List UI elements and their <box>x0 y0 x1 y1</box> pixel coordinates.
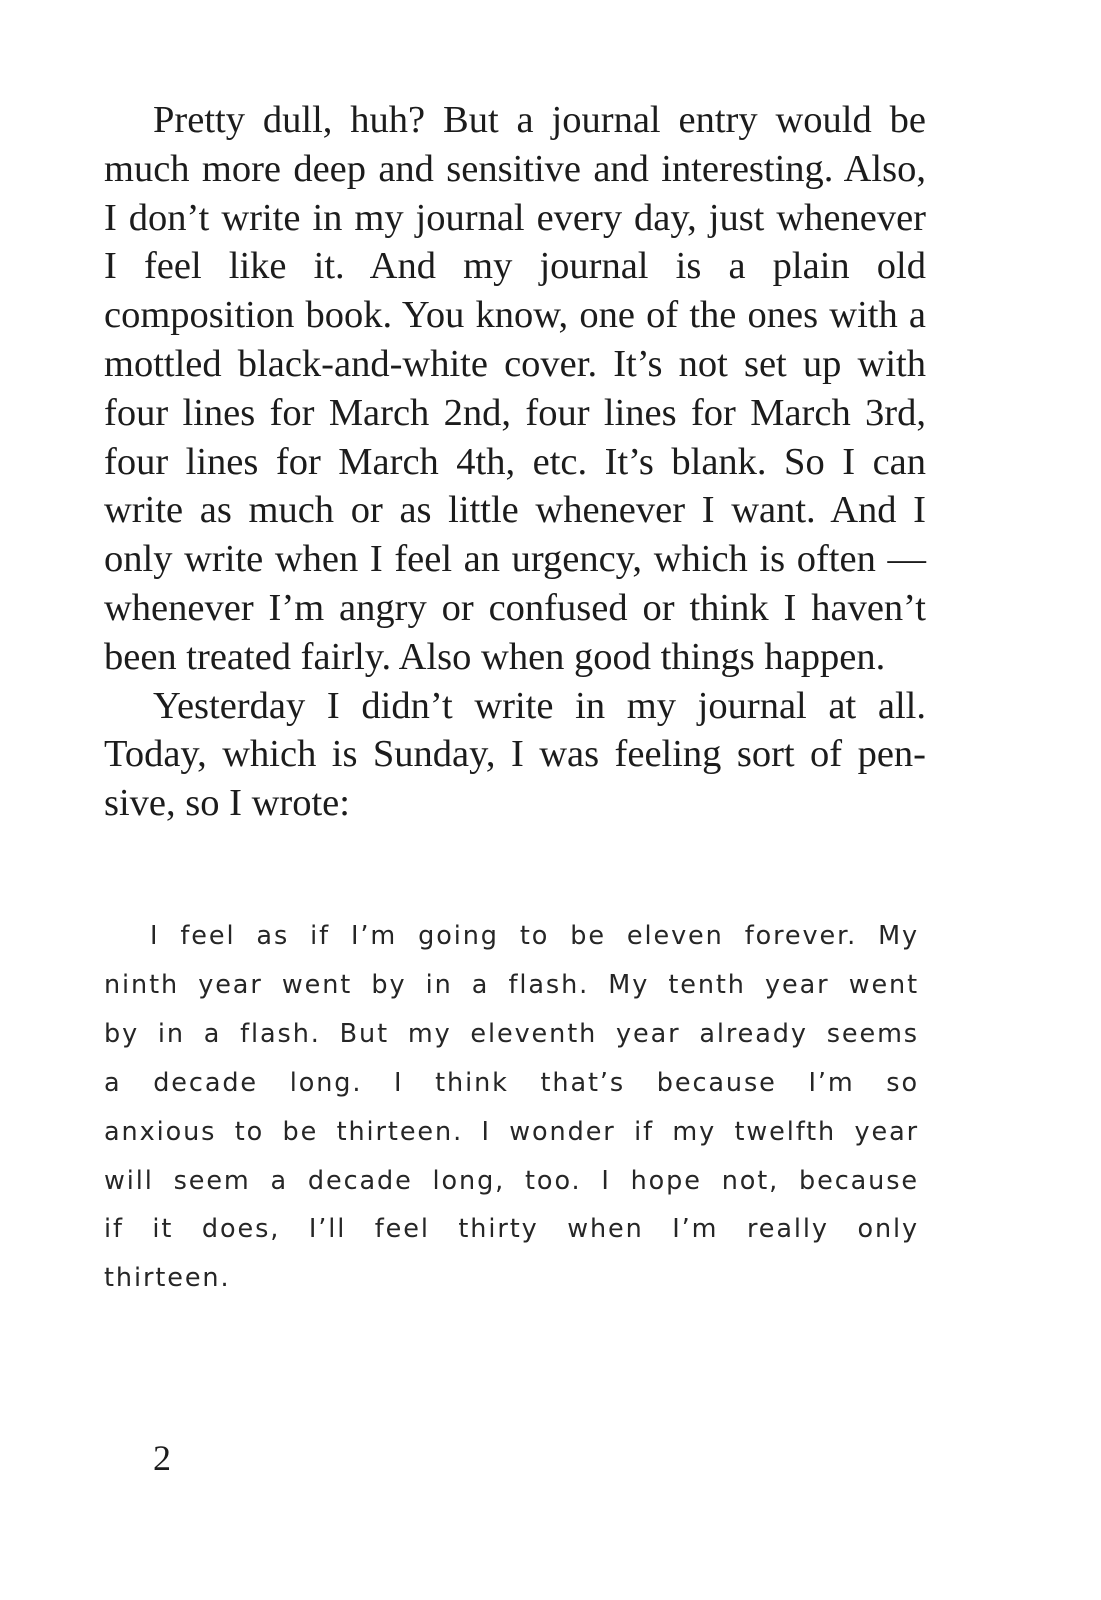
body-text <box>104 96 926 828</box>
journal-entry <box>104 912 919 1303</box>
paragraph: Yesterday I didn’t write in my journal at all. Today, which is Sunday, I was feeling sort of pensive, so I wrote: <box>104 684 926 825</box>
paragraph: Pretty dull, huh? But a journal entry would be much more deep and sensitive and interesting. Also, I don’t write in my journal every day, just whenever I feel like it. And my journal is a plain old composition book. You know, one of the ones with a mottled black-and-white cover. It’s not set up with four lines for March 2nd, four lines for March 3rd, four lines for March 4th, etc. It’s blank. So I can write as much or as little whenever I want. And I only write when I feel an urgency, which is often — whenever I’m angry or confused or think I haven’t been treated fairly. Also when good things happen. <box>104 99 926 678</box>
page-number: 2 <box>153 1438 171 1478</box>
journal-entry-text: I feel as if I’m going to be eleven forever. My ninth year went by in a flash. My tenth year went by in a flash. But my eleventh year already seems a decade long. I think that’s because I’m so anxious to be thirteen. I wonder if my twelfth year will seem a decade long, too. I hope not, because if it does, I’ll feel thirty when I’m really only thirteen. <box>104 921 919 1294</box>
